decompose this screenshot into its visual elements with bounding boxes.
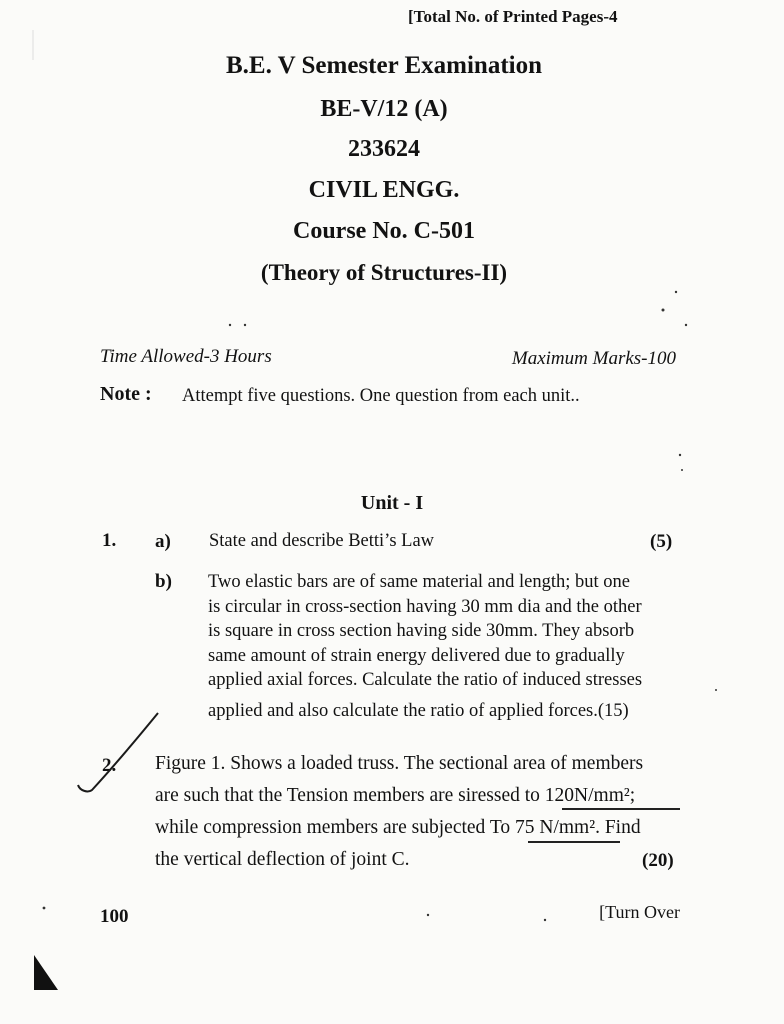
part-text: State and describe Betti’s Law	[209, 531, 435, 551]
part-label: b)	[155, 571, 172, 592]
course-number: Course No. C-501	[293, 218, 475, 244]
question-marks: (20)	[642, 850, 674, 871]
note-label: Note :	[100, 383, 152, 405]
exam-title: B.E. V Semester Examination	[226, 52, 542, 79]
printed-pages-strip: [Total No. of Printed Pages-4	[408, 7, 618, 26]
text-line: applied axial forces. Calculate the ratio of induced stresses	[208, 670, 643, 691]
text-line: the vertical deflection of joint C.	[155, 849, 410, 870]
text-line: are such that the Tension members are siressed to 120N/mm²;	[155, 785, 636, 806]
maximum-marks: Maximum Marks-100	[511, 348, 676, 369]
question-number: 1.	[102, 530, 117, 551]
text-line: same amount of strain energy delivered due to gradually	[208, 645, 625, 666]
text-line: Two elastic bars are of same material and length; but one	[208, 572, 630, 592]
part-marks: (5)	[650, 531, 673, 552]
question-number: 2.	[102, 755, 117, 776]
paper-code: BE-V/12 (A)	[320, 96, 448, 122]
turn-over: [Turn Over	[599, 902, 680, 922]
text-line: is circular in cross-section having 30 mm dia and the other	[208, 596, 642, 617]
serial-number: 233624	[348, 136, 420, 162]
text-line: applied and also calculate the ratio of applied forces.(15)	[208, 700, 629, 721]
branch-title: CIVIL ENGG.	[308, 177, 460, 203]
text-line: Figure 1. Shows a loaded truss. The sectional area of members	[155, 753, 644, 774]
note-text: Attempt five questions. One question from each unit..	[182, 386, 580, 406]
part-label: a)	[155, 531, 171, 552]
time-allowed: Time Allowed-3 Hours	[100, 346, 272, 367]
text-line: is square in cross section having side 30mm. They absorb	[208, 621, 635, 642]
text-line: while compression members are subjected To 75 N/mm². Find	[155, 817, 641, 838]
subject-title: (Theory of Structures-II)	[260, 260, 508, 285]
page-code: 100	[100, 906, 129, 927]
unit-title: Unit - I	[360, 492, 424, 514]
